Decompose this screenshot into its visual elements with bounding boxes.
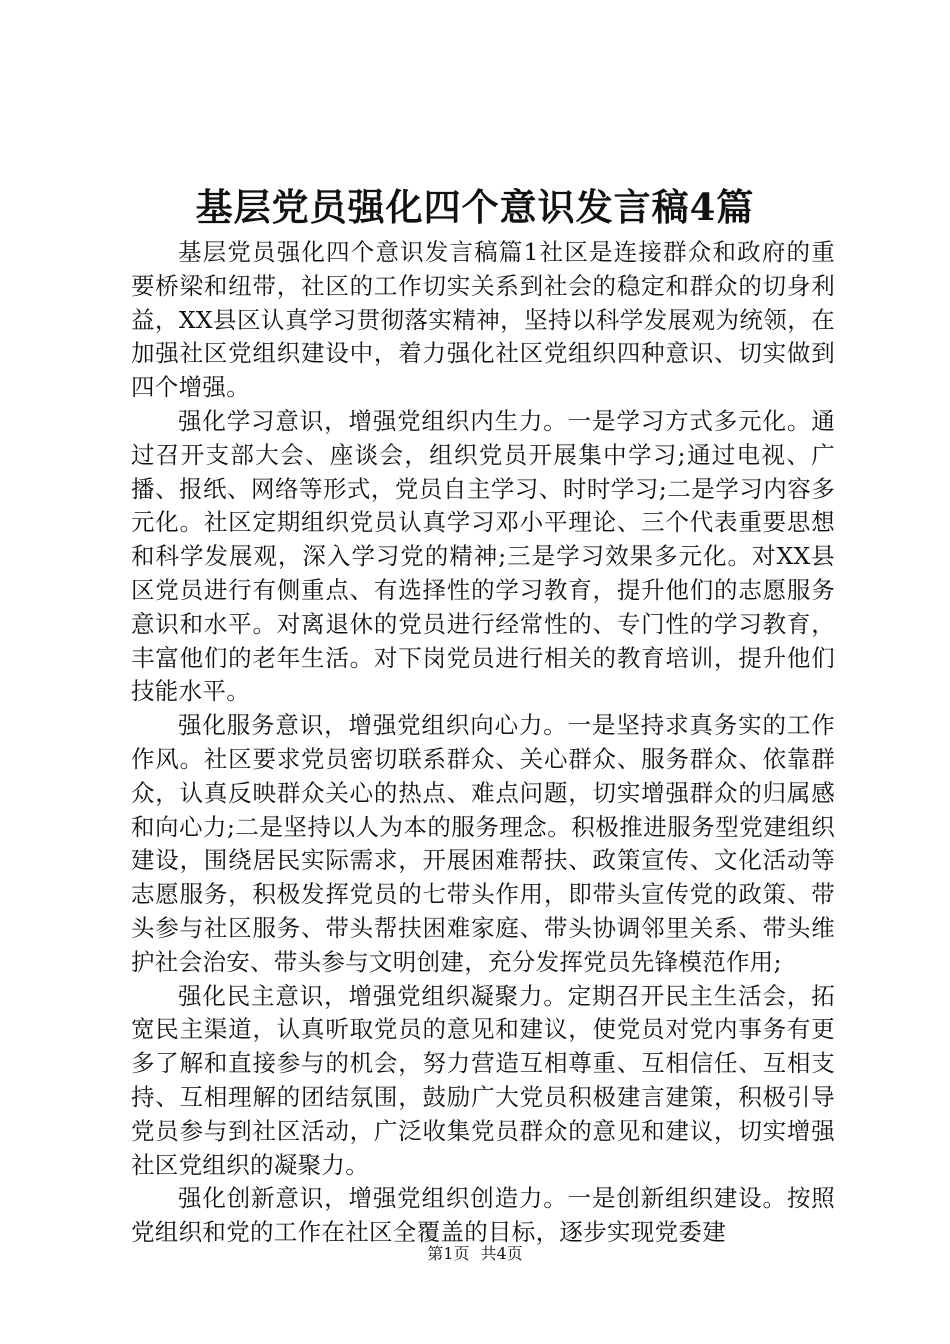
document-title: 基层党员强化四个意识发言稿4篇 [195, 185, 755, 229]
document-body [131, 236, 835, 1250]
page-footer [0, 1243, 950, 1265]
page-number: 第1页 [427, 1244, 470, 1263]
paragraph-learning-awareness: 强化学习意识，增强党组织内生力。一是学习方式多元化。通过召开支部大会、座谈会，组织党员开展集中学习;通过电视、广播、报纸、网络等形式，党员自主学习、时时学习;二是学习内容多元化。社区定期组织党员认真学习邓小平理论、三个代表重要思想和科学发展观，深入学习党的精神;三是学习效果多元化。对XX县区党员进行有侧重点、有选择性的学习教育，提升他们的志愿服务意识和水平。对离退休的党员进行经常性的、专门性的学习教育，丰富他们的老年生活。对下岗党员进行相关的教育培训，提升他们技能水平。 [131, 406, 835, 706]
paragraph-innovation-awareness: 强化创新意识，增强党组织创造力。一是创新组织建设。按照党组织和党的工作在社区全覆盖的目标，逐步实现党委建 [131, 1184, 835, 1247]
paragraph-intro: 基层党员强化四个意识发言稿篇1社区是连接群众和政府的重要桥梁和纽带，社区的工作切实关系到社会的稳定和群众的切身利益，XX县区认真学习贯彻落实精神，坚持以科学发展观为统领，在加强社区党组织建设中，着力强化社区党组织四种意识、切实做到四个增强。 [131, 238, 835, 402]
paragraph-democracy-awareness: 强化民主意识，增强党组织凝聚力。定期召开民主生活会，拓宽民主渠道，认真听取党员的意见和建议，使党员对党内事务有更多了解和直接参与的机会，努力营造互相尊重、互相信任、互相支持、互相理解的团结氛围，鼓励广大党员积极建言建策，积极引导党员参与到社区活动，广泛收集党员群众的意见和建议，切实增强社区党组织的凝聚力。 [131, 981, 835, 1179]
paragraph-service-awareness: 强化服务意识，增强党组织向心力。一是坚持求真务实的工作作风。社区要求党员密切联系群众、关心群众、服务群众、依靠群众，认真反映群众关心的热点、难点问题，切实增强群众的归属感和向心力;二是坚持以人为本的服务理念。积极推进服务型党建组织建设，围绕居民实际需求，开展困难帮扶、政策宣传、文化活动等志愿服务，积极发挥党员的七带头作用，即带头宣传党的政策、带头参与社区服务、带头帮扶困难家庭、带头协调邻里关系、带头维护社会治安、带头参与文明创建，充分发挥党员先锋模范作用; [131, 711, 835, 976]
page-total: 共4页 [480, 1244, 523, 1263]
